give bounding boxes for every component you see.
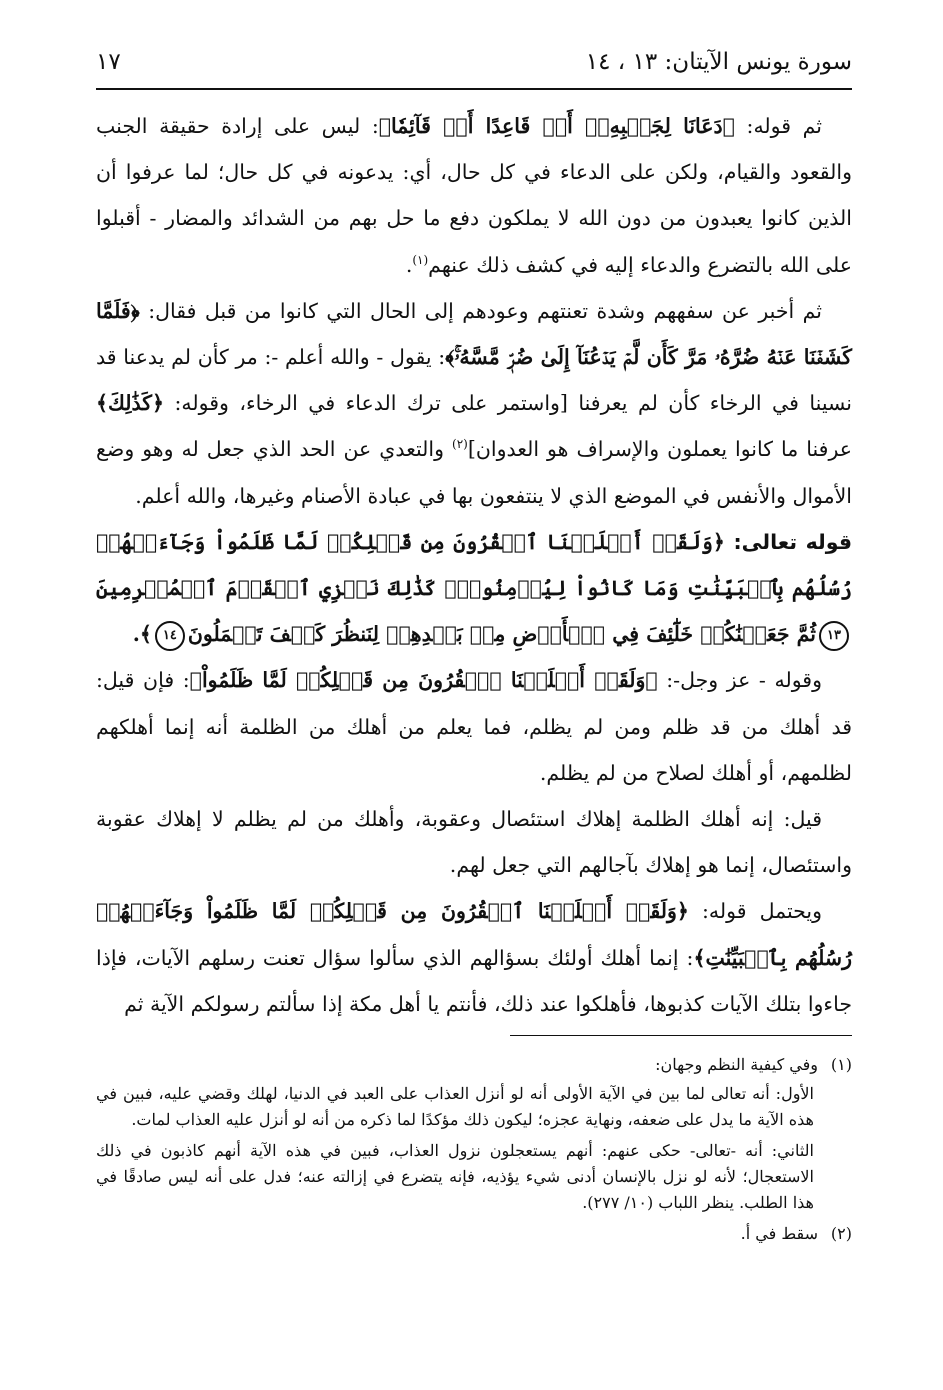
- footnote-number: (١): [830, 1055, 852, 1074]
- ayah-number-marker: ١٣: [819, 621, 849, 651]
- footnote-1-first-aspect: الأول: أنه تعالى لما بين في الآية الأولى أنه لو أنزل العذاب على العبد في الدنيا، لهلك وقضي عليه، فبين في هذه الآية ما يدل على ضعفه، ونهاية عجزه؛ ليكون ذلك مؤكدًا لما ذكره من أنه لو أنزل عليه العذاب لمات.: [96, 1084, 814, 1129]
- running-title: سورة يونس الآيتان: ١٣ ، ١٤: [585, 49, 852, 75]
- footnote-2: (٢)سقط في أ.: [96, 1221, 852, 1247]
- paragraph-1: ثم قوله: ﴿دَعَانَا لِجَنۢبِهِۦٓ أَوۡ قَاعِدًا أَوۡ قَآئِمٗا﴾: ليس على إرادة حقيقة الجنب والقعود والقيام، ولكن على الدعاء في كل حال، أي: يدعونه في كل حال؛ لما عرفوا أن الذين كانوا يعبدون من دون الله لا يملكون دفع ما حل بهم من الشدائد والمضار - أقبلوا على الله بالتضرع والدعاء إليه في كشف ذلك عنهم$^{(١)}$.: [96, 114, 852, 277]
- quran-quote: ﴿دَعَانَا لِجَنۢبِهِۦٓ أَوۡ قَاعِدًا أَوۡ قَآئِمٗا﴾: [378, 114, 735, 138]
- paragraph-5: قيل: إنه أهلك الظلمة إهلاك استئصال وعقوبة، وأهلك من لم يظلم لا إهلاك عقوبة واستئصال، إنما هو إهلاك بآجالهم التي جعل لهم.: [96, 807, 852, 878]
- paragraph-4: وقوله - عز وجل-: ﴿وَلَقَدۡ أَهۡلَكۡنَا ٱلۡقُرُونَ مِن قَبۡلِكُمۡ لَمَّا ظَلَمُواْ﴾: فإن قيل: قد أهلك من قد ظلم ومن لم يظلم، فما يعلم من أهلك من الظلمة أنه إنما أهلكهم لظلمهم، أو أهلك لصلاح من لم يظلم.: [96, 668, 852, 785]
- verse-heading-paragraph: قوله تعالى: ﴿وَلَقَدۡ أَهۡلَكۡنَا ٱلۡقُرُونَ مِن قَبۡلِكُمۡ لَمَّا ظَلَمُواْ وَجَآءَتۡهُمۡ رُسُلُهُم بِٱلۡبَيِّنَٰتِ وَمَا كَانُواْ لِيُؤۡمِنُواْۚ كَذَٰلِكَ نَجۡزِي ٱلۡقَوۡمَ ٱلۡمُجۡرِمِينَ١٣ثُمَّ جَعَلۡنَٰكُمۡ خَلَٰٓئِفَ فِي ٱلۡأَرۡضِ مِنۢ بَعۡدِهِمۡ لِنَنظُرَ كَيۡفَ تَعۡمَلُونَ١٤﴾.: [96, 519, 852, 658]
- footnote-divider: [510, 1035, 852, 1036]
- quran-quote: ﴿وَلَقَدۡ أَهۡلَكۡنَا ٱلۡقُرُونَ مِن قَبۡلِكُمۡ لَمَّا ظَلَمُواْ وَجَآءَتۡهُمۡ رُسُلُهُم بِٱلۡبَيِّنَٰتِ وَمَا كَانُواْ لِيُؤۡمِنُواْۚ كَذَٰلِكَ نَجۡزِي ٱلۡقَوۡمَ ٱلۡمُجۡرِمِينَ: [96, 529, 852, 601]
- paragraph-6: ويحتمل قوله: ﴿وَلَقَدۡ أَهۡلَكۡنَا ٱلۡقُرُونَ مِن قَبۡلِكُمۡ لَمَّا ظَلَمُواْ وَجَآءَتۡهُمۡ رُسُلُهُم بِٱلۡبَيِّنَٰتِ﴾: إنما أهلك أولئك بسؤالهم الذي سألوا سؤال تعنت رسلهم الآيات، فإذا جاءوا بتلك الآيات كذبوها، فأهلكوا عند ذلك، فأنتم يا أهل مكة إذا سألتم رسولكم الآية ثم: [96, 899, 852, 1016]
- main-text: [96, 103, 852, 1027]
- page-number: ١٧: [96, 49, 121, 75]
- ayah-number-marker: ١٤: [155, 621, 185, 651]
- quran-quote: ثُمَّ جَعَلۡنَٰكُمۡ خَلَٰٓئِفَ فِي ٱلۡأَرۡضِ مِنۢ بَعۡدِهِمۡ لِنَنظُرَ كَيۡفَ تَعۡمَلُونَ: [187, 622, 816, 647]
- page-header: [96, 42, 852, 82]
- quran-quote: ﴿وَلَقَدۡ أَهۡلَكۡنَا ٱلۡقُرُونَ مِن قَبۡلِكُمۡ لَمَّا ظَلَمُواْ وَجَآءَتۡهُمۡ رُسُلُهُم بِٱلۡبَيِّنَٰتِ﴾: [96, 899, 852, 970]
- header-divider: [96, 88, 852, 90]
- paragraph-2: ثم أخبر عن سفههم وشدة تعنتهم وعودهم إلى الحال التي كانوا من قبل فقال: ﴿فَلَمَّا كَشَفۡنَا عَنۡهُ ضُرَّهُۥ مَرَّ كَأَن لَّمۡ يَدۡعُنَآ إِلَىٰ ضُرّٖ مَّسَّهُۥۚ﴾: يقول - والله أعلم -: مر كأن لم يدعنا قد نسينا في الرخاء كأن لم يعرفنا [واستمر على ترك الدعاء في الرخاء، وقوله: ﴿كَذَٰلِكَ﴾ عرفنا ما كانوا يعملون والإسراف هو العدوان]$^{(٢)}$ والتعدي عن الحد الذي جعل له وهو وضع الأموال والأنفس في الموضع الذي لا ينتفعون بها في عبادة الأصنام وغيرها، والله أعلم.: [96, 298, 852, 508]
- footnote-1-second-aspect: الثاني: أنه -تعالى- حكى عنهم: أنهم يستعجلون نزول العذاب، فبين في هذه الآية أنهم كاذبون في ذلك الاستعجال؛ لأنه لو نزل بالإنسان أدنى شيء يؤذيه، فإنه يتضرع في إزالته عنه؛ فدل على أنه ليس صادقًا في هذا الطلب. ينظر اللباب (١٠/ ٢٧٧).: [96, 1141, 814, 1212]
- footnote-ref-2[interactable]: (٢): [452, 437, 468, 452]
- quran-quote: ﴿كَذَٰلِكَ﴾: [96, 391, 165, 416]
- footnote-1: (١)وفي كيفية النظم وجهان:: [96, 1052, 852, 1078]
- verse-lead: قوله تعالى:: [724, 529, 853, 554]
- quran-quote: ﴿فَلَمَّا كَشَفۡنَا عَنۡهُ ضُرَّهُۥ مَرَّ كَأَن لَّمۡ يَدۡعُنَآ إِلَىٰ ضُرّٖ مَّسَّهُۥۚ﴾: [96, 298, 852, 370]
- footnotes: [96, 1052, 852, 1250]
- footnote-number: (٢): [830, 1224, 852, 1243]
- quran-quote: ﴿وَلَقَدۡ أَهۡلَكۡنَا ٱلۡقُرُونَ مِن قَبۡلِكُمۡ لَمَّا ظَلَمُواْ﴾: [189, 668, 658, 693]
- footnote-ref-1[interactable]: (١): [412, 252, 429, 267]
